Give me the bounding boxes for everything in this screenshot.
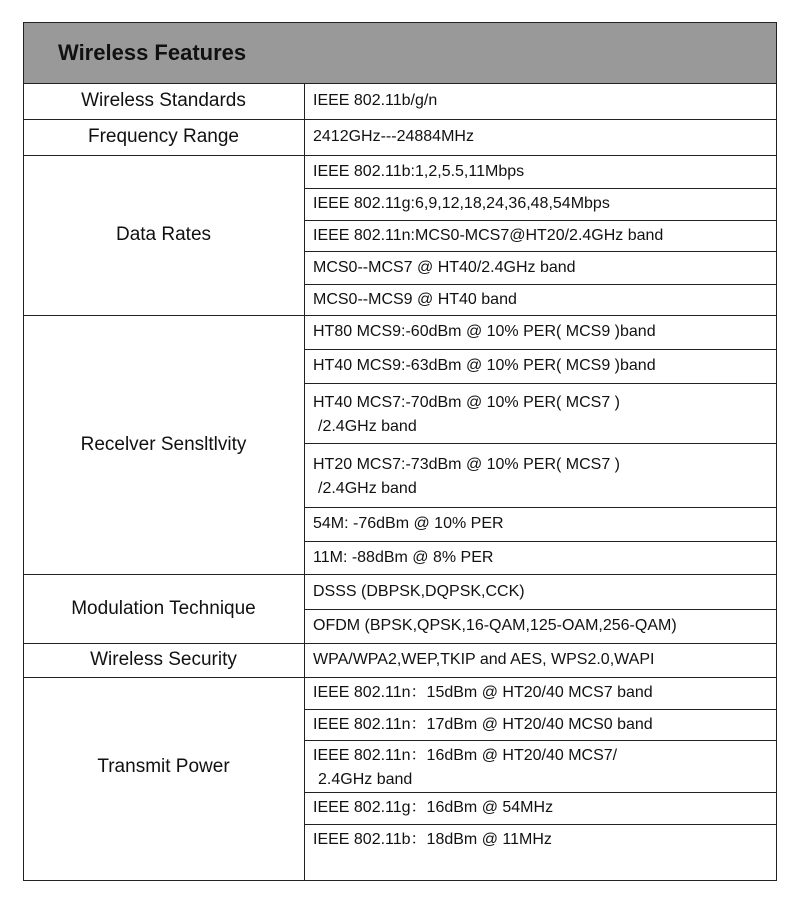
value-cell-line: HT20 MCS7:-73dBm @ 10% PER( MCS7 ) (313, 456, 620, 473)
value-cell: WPA/WPA2,WEP,TKIP and AES, WPS2.0,WAPI (313, 651, 655, 668)
table-title: Wireless Features (58, 40, 247, 65)
value-cell: 11M: -88dBm @ 8% PER (313, 549, 494, 566)
value-cell: IEEE 802.11b：18dBm @ 11MHz (313, 831, 552, 848)
value-cell: HT80 MCS9:-60dBm @ 10% PER( MCS9 )band (313, 323, 656, 340)
table-grid (23, 22, 777, 881)
value-cell: 54M: -76dBm @ 10% PER (313, 515, 504, 532)
value-cell: MCS0--MCS9 @ HT40 band (313, 291, 517, 308)
value-cell-line: HT40 MCS7:-70dBm @ 10% PER( MCS7 ) (313, 394, 620, 411)
right-border (776, 83, 777, 881)
row-separator (304, 740, 777, 741)
value-cell: IEEE 802.11b/g/n (313, 92, 438, 109)
value-cell-line: /2.4GHz band (318, 418, 417, 435)
wireless-features-table (23, 22, 777, 881)
row-separator (304, 383, 777, 384)
column-divider (304, 83, 305, 881)
value-cell: DSSS (DBPSK,DQPSK,CCK) (313, 583, 525, 600)
feature-label: Recelver Sensltlvity (80, 434, 247, 455)
value-cell-line: IEEE 802.11n：16dBm @ HT20/40 MCS7/ (313, 747, 618, 764)
feature-label: Data Rates (115, 224, 212, 245)
bottom-border (23, 880, 777, 881)
feature-label: Transmit Power (97, 756, 230, 777)
value-cell: OFDM (BPSK,QPSK,16-QAM,125-OAM,256-QAM) (313, 617, 677, 634)
value-cell: IEEE 802.11n：17dBm @ HT20/40 MCS0 band (313, 716, 653, 733)
feature-label: Wireless Standards (81, 90, 246, 111)
value-cell: IEEE 802.11n：15dBm @ HT20/40 MCS7 band (313, 684, 653, 701)
value-cell: MCS0--MCS7 @ HT40/2.4GHz band (313, 259, 576, 276)
value-cell: IEEE 802.11g:6,9,12,18,24,36,48,54Mbps (313, 195, 610, 212)
value-cell: IEEE 802.11g：16dBm @ 54MHz (313, 799, 554, 816)
value-cell-line: 2.4GHz band (318, 771, 413, 788)
value-cell: HT40 MCS9:-63dBm @ 10% PER( MCS9 )band (313, 357, 656, 374)
value-cell: IEEE 802.11n:MCS0-MCS7@HT20/2.4GHz band (313, 227, 664, 244)
row-separator (304, 443, 777, 444)
value-cell-line: /2.4GHz band (318, 480, 417, 497)
feature-label: Wireless Security (90, 649, 237, 670)
value-cell: 2412GHz---24884MHz (313, 128, 474, 145)
feature-label: Frequency Range (87, 126, 240, 147)
feature-label: Modulation Technique (71, 598, 256, 619)
value-cell: IEEE 802.11b:1,2,5.5,11Mbps (313, 163, 525, 180)
